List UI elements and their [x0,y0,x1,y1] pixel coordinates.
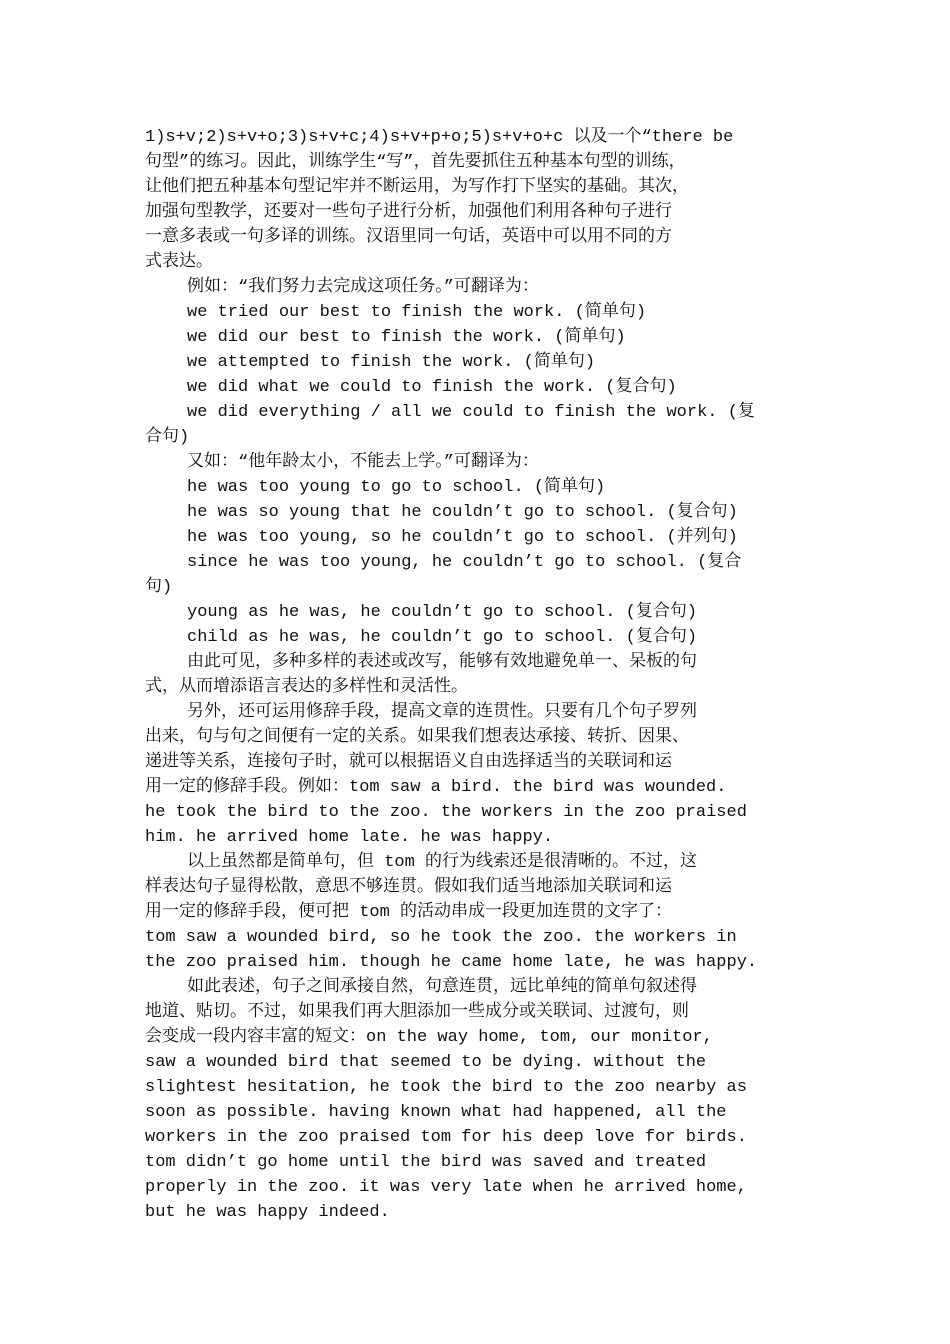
text-line: since he was too young, he couldn’t go to school. (复合 [187,553,742,572]
text-line: 地道、贴切。不过，如果我们再大胆添加一些成分或关联词、过渡句，则 [145,1003,689,1022]
document-page [145,125,815,1225]
text-line: 句) [145,578,173,597]
text-line: properly in the zoo. it was very late when he arrived home, [145,1178,747,1197]
text-line: 又如：“他年龄太小，不能去上学。”可翻译为： [187,453,539,472]
text-line: but he was happy indeed. [145,1203,390,1222]
text-line: 用一定的修辞手段，便可把 tom 的活动串成一段更加连贯的文字了： [145,903,673,922]
text-line: 以上虽然都是简单句，但 tom 的行为线索还是很清晰的。不过，这 [187,853,698,872]
text-line: 式表达。 [145,253,213,272]
text-line: 会变成一段内容丰富的短文：on the way home, tom, our monitor, [145,1028,713,1047]
text-line: 例如：“我们努力去完成这项任务。”可翻译为： [187,278,539,297]
text-line: saw a wounded bird that seemed to be dying. without the [145,1053,707,1072]
text-line: 用一定的修辞手段。例如：tom saw a bird. the bird was wounded. [145,778,727,797]
text-line: tom saw a wounded bird, so he took the zoo. the workers in [145,928,737,947]
text-line: 样表达句子显得松散，意思不够连贯。假如我们适当地添加关联词和运 [145,878,672,897]
text-line: he was so young that he couldn’t go to school. (复合句) [187,503,738,522]
text-line: he was too young, so he couldn’t go to school. (并列句) [187,528,738,547]
text-line: him. he arrived home late. he was happy. [145,828,554,847]
text-line: we did what we could to finish the work. (复合句) [187,378,677,397]
text-line: 让他们把五种基本句型记牢并不断运用，为写作打下坚实的基础。其次， [145,178,689,197]
text-line: child as he was, he couldn’t go to school. (复合句) [187,628,698,647]
text-line: workers in the zoo praised tom for his deep love for birds. [145,1128,747,1147]
text-line: 出来，句与句之间便有一定的关系。如果我们想表达承接、转折、因果、 [145,728,689,747]
text-line: he was too young to go to school. (简单句) [187,478,606,497]
text-line: 句型”的练习。因此，训练学生“写”，首先要抓住五种基本句型的训练， [145,153,686,172]
text-line: 另外，还可运用修辞手段，提高文章的连贯性。只要有几个句子罗列 [187,703,697,722]
text-line: slightest hesitation, he took the bird to the zoo nearby as [145,1078,747,1097]
text-line: 合句) [145,428,190,447]
text-line: 一意多表或一句多译的训练。汉语里同一句话，英语中可以用不同的方 [145,228,672,247]
text-line: soon as possible. having known what had happened, all the [145,1103,727,1122]
text-line: we attempted to finish the work. (简单句) [187,353,596,372]
text-line: 式，从而增添语言表达的多样性和灵活性。 [145,678,468,697]
text-line: we tried our best to finish the work. (简单句) [187,303,647,322]
text-line: young as he was, he couldn’t go to school. (复合句) [187,603,698,622]
text-line: we did everything / all we could to finish the work. (复 [187,403,755,422]
text-line: the zoo praised him. though he came home late, he was happy. [145,953,758,972]
text-line: 加强句型教学，还要对一些句子进行分析，加强他们利用各种句子进行 [145,203,672,222]
text-line: he took the bird to the zoo. the workers in the zoo praised [145,803,747,822]
text-line: 如此表述，句子之间承接自然，句意连贯，远比单纯的简单句叙述得 [187,978,697,997]
text-line: 1)s+v;2)s+v+o;3)s+v+c;4)s+v+p+o;5)s+v+o+c 以及一个“there be [145,128,734,147]
text-line: we did our best to finish the work. (简单句) [187,328,626,347]
text-line: tom didn’t go home until the bird was saved and treated [145,1153,707,1172]
text-line: 由此可见，多种多样的表述或改写，能够有效地避免单一、呆板的句 [187,653,697,672]
text-line: 递进等关系，连接句子时，就可以根据语义自由选择适当的关联词和运 [145,753,672,772]
